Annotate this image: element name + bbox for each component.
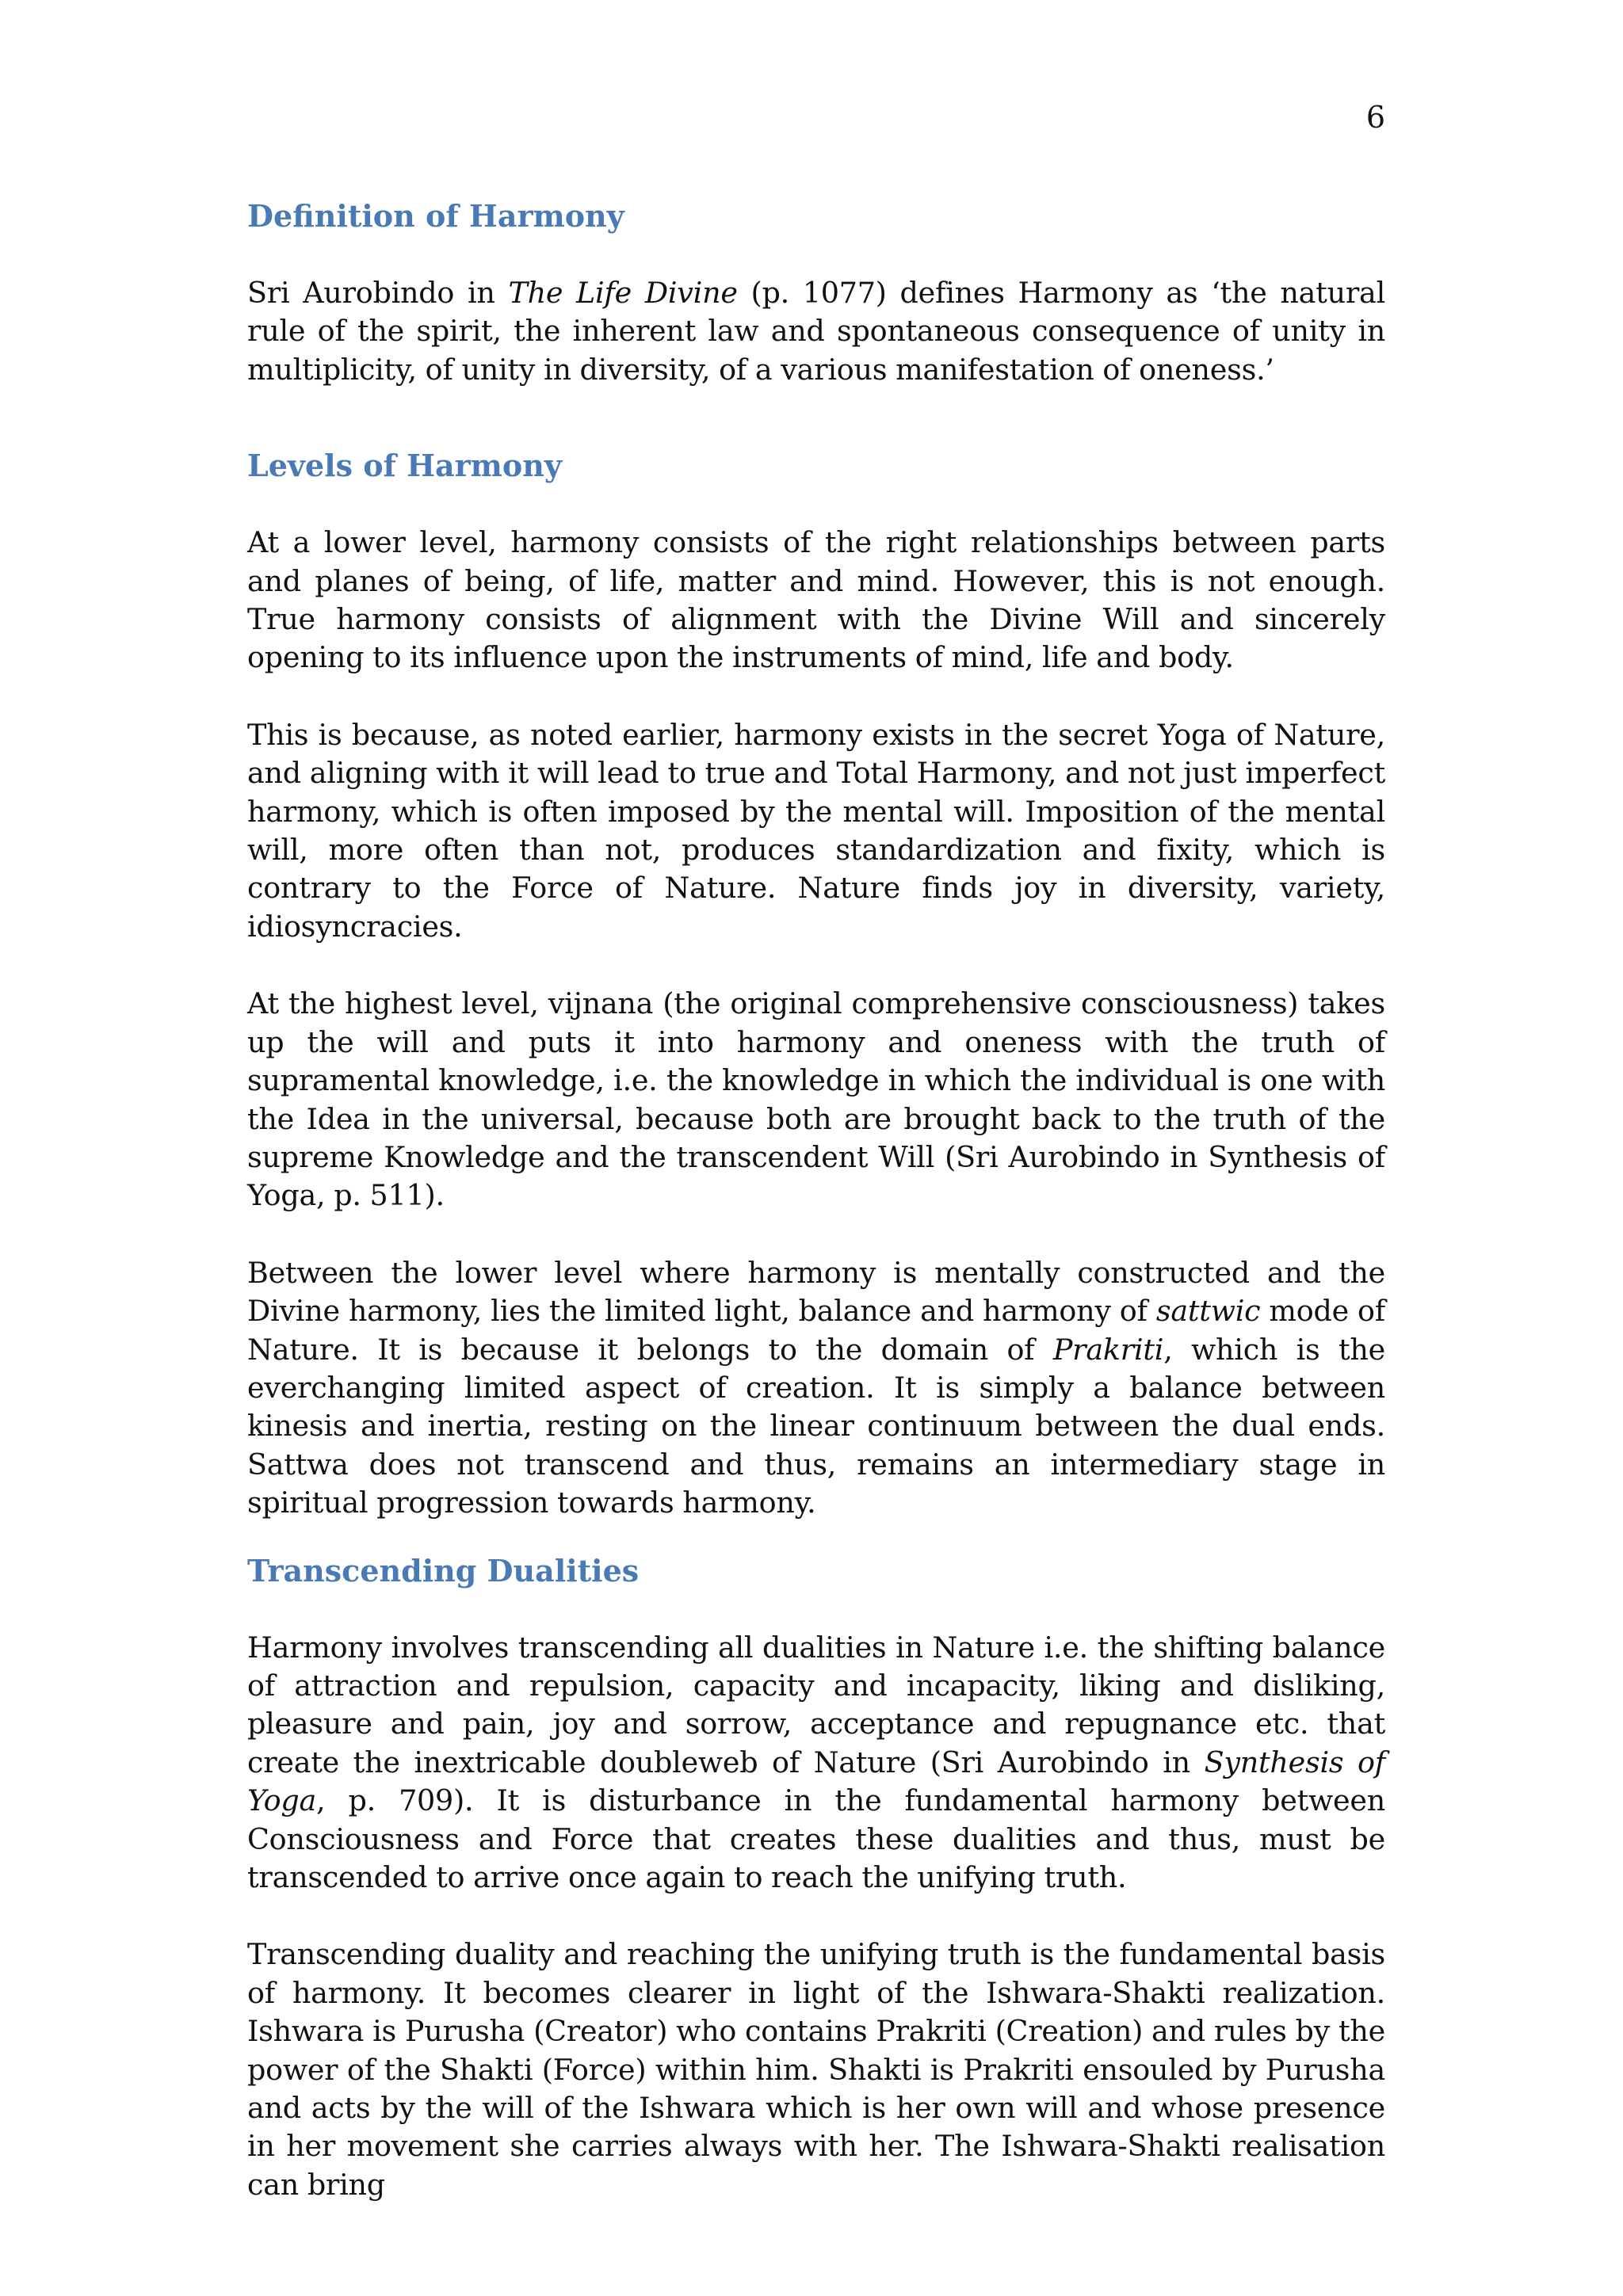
text-run: Sri Aurobindo in (247, 276, 509, 310)
text-run: (p. 1077) defines Harmony as ‘the natural rule of the spirit, the inherent law and spontaneous consequence of unity in multiplicity, of unity in diversity, of a various manifestation of oneness.’ (247, 276, 1385, 387)
page-content (247, 196, 1385, 2204)
paragraph-definition (247, 274, 1385, 389)
text-run: mode of Nature. It is because it belongs to the domain of (247, 1294, 1385, 1367)
paragraph-levels-2: This is because, as noted earlier, harmony exists in the secret Yoga of Nature, and aligning with it will lead to true and Total Harmony, and not just imperfect harmony, which is often imposed by the mental will. Imposition of the mental will, more often than not, produces standardization and fixity, which is contrary to the Force of Nature. Nature finds joy in diversity, variety, idiosyncracies. (247, 717, 1385, 944)
paragraph-dualities-1 (247, 1629, 1385, 1897)
text-run: , which is the everchanging limited aspect of creation. It is simply a balance between kinesis and inertia, resting on the linear continuum between the dual ends. Sattwa does not transcend and thus, remains an intermediary stage in spiritual progression towards harmony. (247, 1332, 1385, 1520)
emphasis-prakriti: Prakriti (1052, 1332, 1164, 1367)
paragraph-levels-4 (247, 1254, 1385, 1523)
heading-transcending-dualities: Transcending Dualities (247, 1552, 640, 1589)
text-run: , p. 709). It is disturbance in the fundamental harmony between Consciousness and Force that creates these dualities and thus, must be transcended to arrive once again to reach the unifying truth. (247, 1783, 1385, 1894)
paragraph-levels-3: At the highest level, vijnana (the original comprehensive consciousness) takes up the will and puts it into harmony and oneness with the truth of supramental knowledge, i.e. the knowledge in which the individual is one with the Idea in the universal, because both are brought back to the truth of the supreme Knowledge and the transcendent Will (Sri Aurobindo in Synthesis of Yoga, p. 511). (247, 986, 1385, 1213)
paragraph-dualities-2: Transcending duality and reaching the unifying truth is the fundamental basis of harmony. It becomes clearer in light of the Ishwara-Shakti realization. Ishwara is Purusha (Creator) who contains Prakriti (Creation) and rules by the power of the Shakti (Force) within him. Shakti is Prakriti ensouled by Purusha and acts by the will of the Ishwara which is her own will and whose presence in her movement she carries always with her. The Ishwara-Shakti realisation can bring (247, 1937, 1385, 2202)
heading-levels-of-harmony: Levels of Harmony (247, 448, 562, 484)
text-run: Harmony involves transcending all dualities in Nature i.e. the shifting balance of attraction and repulsion, capacity and incapacity, liking and disliking, pleasure and pain, joy and sorrow, acceptance and repugnance etc. that create the inextricable doubleweb of Nature (Sri Aurobindo in (247, 1630, 1385, 1779)
text-run: Between the lower level where harmony is mentally constructed and the Divine harmony, lies the limited light, balance and harmony of (247, 1255, 1385, 1329)
paragraph-levels-1: At a lower level, harmony consists of the right relationships between parts and planes of being, of life, matter and mind. However, this is not enough. True harmony consists of alignment with the Divine Will and sincerely opening to its influence upon the instruments of mind, life and body. (247, 525, 1385, 675)
book-title: Synthesis of Yoga (247, 1745, 1385, 1818)
page-number: 6 (1365, 100, 1385, 135)
emphasis-sattwic: sattwic (1155, 1294, 1261, 1329)
book-title: The Life Divine (508, 276, 738, 310)
heading-definition-of-harmony: Definition of Harmony (247, 198, 624, 234)
